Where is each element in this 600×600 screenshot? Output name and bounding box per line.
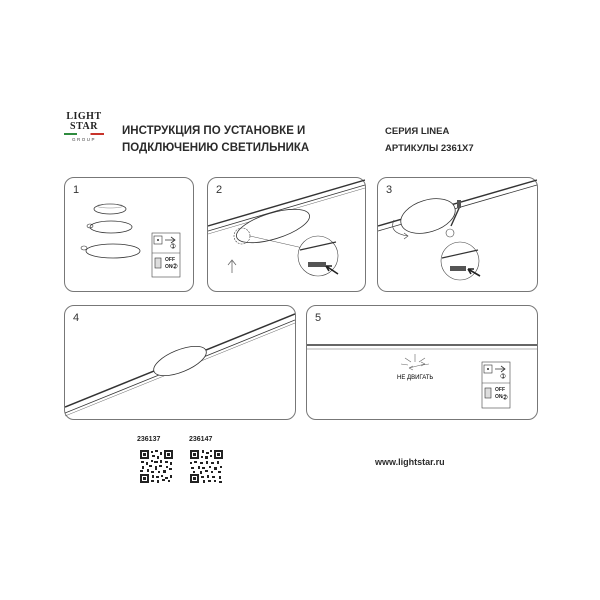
logo-line-3: GROUP [71,137,96,142]
step-number: 5 [315,312,322,324]
switch-on-label: ON [165,264,173,270]
step-4-illustration [65,306,295,419]
logo-line-1: LIGHT [66,111,102,122]
step-panel-1 [64,177,194,292]
step-3-illustration [378,178,537,291]
switch-off-label: OFF [165,257,175,263]
step-number: 1 [73,184,80,196]
step-5-illustration [307,306,537,419]
code-236147: 236147 [189,436,213,443]
do-not-move-warning: НЕ ДВИГАТЬ [397,375,434,381]
step-2-illustration [208,178,365,291]
step-label-2: 2 [173,263,177,270]
switch-on-label: ON [495,394,503,400]
step-panel-5 [306,305,538,420]
website-link[interactable]: www.lightstar.ru [375,457,445,467]
step-number: 4 [73,312,80,324]
document-title [122,123,309,157]
series-info [385,123,474,157]
title-line-2: ПОДКЛЮЧЕНИЮ СВЕТИЛЬНИКА [122,142,310,154]
logo-flag-stripe [64,133,104,135]
step-number: 3 [386,184,393,196]
series-name: СЕРИЯ LINEA [385,126,450,137]
step-panel-4 [64,305,296,420]
step-1-illustration [65,178,193,291]
brand-logo [64,112,104,142]
title-line-1: ИНСТРУКЦИЯ ПО УСТАНОВКЕ И [122,125,306,137]
switch-off-label: OFF [495,387,505,393]
step-label-1: 1 [171,243,175,250]
step-panel-2 [207,177,366,292]
step-label-2: 2 [503,394,507,401]
qr-code-icon [189,449,224,484]
article-numbers: АРТИКУЛЫ 2361X7 [385,143,474,154]
step-label-1: 1 [501,373,505,380]
code-236137: 236137 [137,436,161,443]
qr-code-icon [139,449,174,484]
step-number: 2 [216,184,223,196]
logo-line-2: STAR [70,121,98,132]
step-panel-3 [377,177,538,292]
